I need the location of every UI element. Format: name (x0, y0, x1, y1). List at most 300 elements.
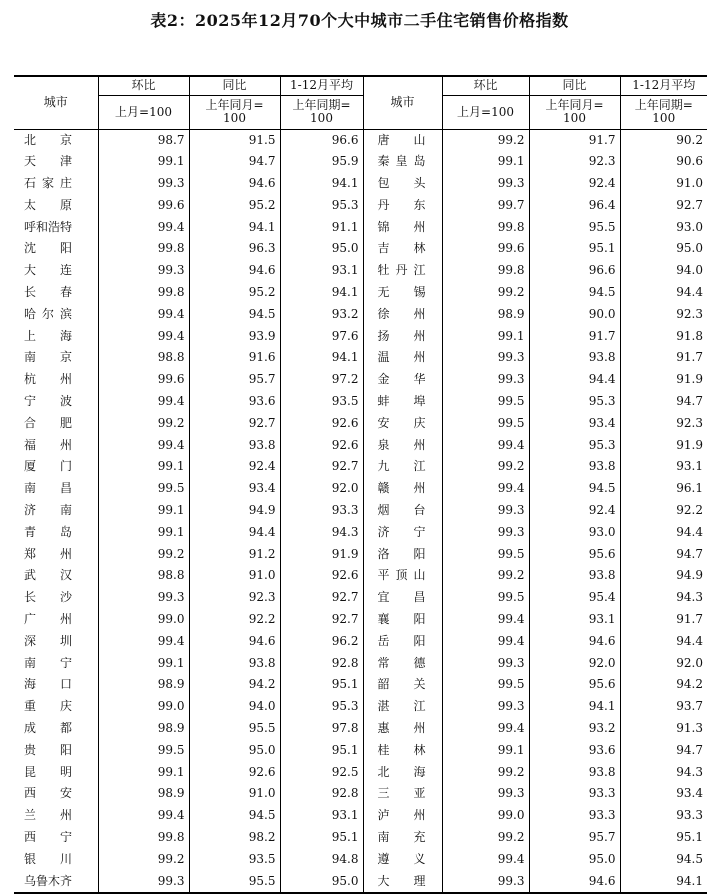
mom-cell-right: 99.4 (442, 435, 529, 457)
city-cell-right (363, 217, 442, 239)
mom-cell-left: 99.5 (98, 478, 189, 500)
yoy-cell-right: 96.4 (529, 195, 620, 217)
table-row (14, 260, 707, 282)
city-name: 南 宁 (24, 655, 72, 670)
city-cell-right (363, 783, 442, 805)
yoy-cell-right: 95.3 (529, 391, 620, 413)
yoy-cell-left: 92.2 (189, 609, 280, 631)
mom-cell-right: 99.5 (442, 544, 529, 566)
avg-cell-left: 92.6 (280, 435, 363, 457)
yoy-cell-left: 95.5 (189, 718, 280, 740)
city-cell-left (14, 849, 98, 871)
yoy-cell-left: 91.5 (189, 129, 280, 151)
city-name: 蚌 埠 (377, 394, 426, 409)
mom-cell-left: 99.4 (98, 391, 189, 413)
city-cell-left (14, 827, 98, 849)
city-name: 西 安 (24, 786, 72, 801)
mom-cell-left: 99.2 (98, 413, 189, 435)
mom-cell-right: 99.2 (442, 762, 529, 784)
mom-cell-left: 99.0 (98, 609, 189, 631)
avg-cell-right: 91.7 (620, 609, 707, 631)
avg-cell-left: 93.5 (280, 391, 363, 413)
avg-cell-left: 92.5 (280, 762, 363, 784)
city-name: 济 宁 (377, 524, 426, 539)
avg-cell-left: 95.0 (280, 871, 363, 894)
mom-cell-left: 98.7 (98, 129, 189, 151)
city-cell-left (14, 413, 98, 435)
mom-cell-right: 99.2 (442, 827, 529, 849)
city-cell-right (363, 260, 442, 282)
city-name: 唐 山 (377, 132, 426, 147)
city-name: 合 肥 (24, 415, 72, 430)
avg-cell-right: 94.4 (620, 631, 707, 653)
city-cell-left (14, 129, 98, 151)
city-name: 重 庆 (24, 699, 72, 714)
city-cell-left (14, 435, 98, 457)
mom-subheader-left: 上月=100 (98, 95, 189, 129)
city-name: 昆 明 (24, 764, 72, 779)
mom-cell-left: 99.8 (98, 282, 189, 304)
avg-cell-right: 94.9 (620, 565, 707, 587)
yoy-cell-right: 95.4 (529, 587, 620, 609)
yoy-subheader-right (529, 95, 620, 129)
city-name: 武 汉 (24, 568, 72, 583)
city-cell-right (363, 544, 442, 566)
mom-cell-left: 99.1 (98, 151, 189, 173)
yoy-cell-left: 92.6 (189, 762, 280, 784)
city-name: 三 亚 (377, 786, 426, 801)
city-name: 平 顶 山 (377, 568, 426, 583)
avg-cell-right: 95.0 (620, 238, 707, 260)
yoy-cell-right: 93.6 (529, 740, 620, 762)
yoy-cell-right: 92.3 (529, 151, 620, 173)
avg-cell-left: 92.7 (280, 587, 363, 609)
table-row (14, 740, 707, 762)
table-title: 表2：2025年12月70个大中城市二手住宅销售价格指数 (150, 11, 569, 30)
avg-cell-right: 94.7 (620, 740, 707, 762)
table-row (14, 217, 707, 239)
avg-cell-left: 96.6 (280, 129, 363, 151)
city-name: 大 连 (24, 263, 72, 278)
city-name: 杭 州 (24, 372, 72, 387)
city-cell-left (14, 653, 98, 675)
yoy-cell-left: 94.0 (189, 696, 280, 718)
table-row (14, 326, 707, 348)
city-name: 兰 州 (24, 808, 72, 823)
mom-cell-right: 99.6 (442, 238, 529, 260)
city-name: 北 海 (377, 764, 426, 779)
avg-cell-right: 92.3 (620, 413, 707, 435)
table-row (14, 347, 707, 369)
yoy-cell-left: 93.8 (189, 435, 280, 457)
city-cell-left (14, 326, 98, 348)
avg-cell-right: 92.7 (620, 195, 707, 217)
city-cell-left (14, 456, 98, 478)
table-row (14, 631, 707, 653)
city-name: 济 南 (24, 503, 72, 518)
city-cell-left (14, 260, 98, 282)
yoy-cell-right: 95.5 (529, 217, 620, 239)
mom-cell-left: 99.5 (98, 740, 189, 762)
city-cell-left (14, 740, 98, 762)
avg-cell-left: 97.2 (280, 369, 363, 391)
avg-cell-left: 94.1 (280, 173, 363, 195)
city-name: 大 理 (377, 873, 426, 888)
yoy-cell-right: 95.0 (529, 849, 620, 871)
yoy-cell-left: 94.5 (189, 805, 280, 827)
city-name: 厦 门 (24, 459, 72, 474)
city-cell-right (363, 435, 442, 457)
city-name: 烟 台 (377, 503, 426, 518)
city-cell-right (363, 762, 442, 784)
city-name: 贵 阳 (24, 742, 72, 757)
city-cell-right (363, 631, 442, 653)
table-row (14, 435, 707, 457)
avg-cell-right: 93.1 (620, 456, 707, 478)
avg-cell-left: 92.8 (280, 783, 363, 805)
mom-cell-right: 99.5 (442, 587, 529, 609)
table-row (14, 195, 707, 217)
avg-cell-right: 94.3 (620, 587, 707, 609)
avg-cell-left: 92.0 (280, 478, 363, 500)
city-cell-left (14, 718, 98, 740)
table-row (14, 282, 707, 304)
avg-subheader-left-text: 上年同期=100 (292, 98, 351, 125)
avg-cell-left: 95.0 (280, 238, 363, 260)
city-name: 洛 阳 (377, 546, 426, 561)
yoy-cell-right: 95.1 (529, 238, 620, 260)
yoy-cell-right: 93.8 (529, 347, 620, 369)
yoy-cell-right: 91.7 (529, 326, 620, 348)
city-name: 湛 江 (377, 699, 426, 714)
city-name: 呼和浩特 (24, 219, 73, 234)
avg-cell-right: 92.3 (620, 304, 707, 326)
mom-cell-right: 99.8 (442, 217, 529, 239)
mom-cell-right: 99.3 (442, 653, 529, 675)
yoy-cell-left: 93.5 (189, 849, 280, 871)
city-cell-right (363, 478, 442, 500)
city-name: 金 华 (377, 372, 426, 387)
mom-cell-right: 99.7 (442, 195, 529, 217)
yoy-cell-right: 92.4 (529, 173, 620, 195)
city-cell-left (14, 783, 98, 805)
city-name: 桂 林 (377, 742, 426, 757)
city-cell-right (363, 195, 442, 217)
city-cell-right (363, 696, 442, 718)
avg-cell-left: 92.6 (280, 565, 363, 587)
city-cell-left (14, 347, 98, 369)
mom-cell-right: 99.0 (442, 805, 529, 827)
avg-cell-right: 94.4 (620, 282, 707, 304)
city-cell-left (14, 500, 98, 522)
yoy-cell-right: 96.6 (529, 260, 620, 282)
city-cell-right (363, 238, 442, 260)
yoy-cell-left: 93.9 (189, 326, 280, 348)
mom-cell-right: 99.2 (442, 565, 529, 587)
mom-cell-left: 99.3 (98, 871, 189, 894)
mom-cell-right: 99.3 (442, 500, 529, 522)
city-name: 赣 州 (377, 481, 426, 496)
city-cell-right (363, 456, 442, 478)
mom-cell-right: 99.4 (442, 718, 529, 740)
avg-cell-left: 91.9 (280, 544, 363, 566)
mom-cell-left: 99.4 (98, 435, 189, 457)
city-name: 太 原 (24, 197, 72, 212)
city-name: 哈 尔 滨 (24, 306, 72, 321)
city-cell-right (363, 282, 442, 304)
yoy-cell-left: 95.7 (189, 369, 280, 391)
city-name: 银 川 (24, 851, 72, 866)
table-row (14, 478, 707, 500)
city-name: 韶 关 (377, 677, 426, 692)
mom-cell-left: 98.8 (98, 565, 189, 587)
city-cell-left (14, 587, 98, 609)
city-cell-left (14, 369, 98, 391)
yoy-cell-right: 94.1 (529, 696, 620, 718)
avg-cell-right: 94.1 (620, 871, 707, 894)
city-cell-right (363, 173, 442, 195)
mom-cell-right: 99.5 (442, 413, 529, 435)
city-name: 宜 昌 (377, 590, 426, 605)
mom-cell-right: 99.1 (442, 740, 529, 762)
city-name: 上 海 (24, 328, 72, 343)
city-cell-left (14, 565, 98, 587)
city-cell-left (14, 304, 98, 326)
yoy-cell-left: 94.9 (189, 500, 280, 522)
mom-cell-left: 99.3 (98, 587, 189, 609)
avg-cell-left: 94.8 (280, 849, 363, 871)
city-cell-right (363, 871, 442, 894)
mom-cell-left: 99.1 (98, 653, 189, 675)
avg-cell-left: 92.7 (280, 609, 363, 631)
avg-cell-right: 94.2 (620, 674, 707, 696)
avg-cell-left: 94.1 (280, 282, 363, 304)
avg-cell-right: 92.0 (620, 653, 707, 675)
city-cell-right (363, 805, 442, 827)
city-name: 丹 东 (377, 197, 426, 212)
avg-cell-left: 95.1 (280, 674, 363, 696)
city-name: 包 头 (377, 176, 426, 191)
city-name: 徐 州 (377, 306, 426, 321)
city-name: 安 庆 (377, 415, 426, 430)
avg-cell-right: 93.7 (620, 696, 707, 718)
mom-cell-left: 99.1 (98, 522, 189, 544)
city-cell-right (363, 849, 442, 871)
city-cell-left (14, 522, 98, 544)
avg-cell-left: 96.2 (280, 631, 363, 653)
yoy-cell-right: 94.6 (529, 871, 620, 894)
mom-cell-left: 99.1 (98, 762, 189, 784)
mom-cell-right: 99.8 (442, 260, 529, 282)
city-name: 青 岛 (24, 524, 72, 539)
mom-cell-right: 99.5 (442, 674, 529, 696)
mom-cell-left: 99.1 (98, 456, 189, 478)
yoy-cell-left: 95.5 (189, 871, 280, 894)
yoy-cell-right: 94.5 (529, 478, 620, 500)
mom-cell-right: 99.2 (442, 282, 529, 304)
table-row (14, 827, 707, 849)
yoy-cell-left: 96.3 (189, 238, 280, 260)
yoy-cell-left: 92.4 (189, 456, 280, 478)
city-name: 宁 波 (24, 394, 72, 409)
mom-cell-left: 99.4 (98, 631, 189, 653)
table-row (14, 718, 707, 740)
avg-cell-right: 93.4 (620, 783, 707, 805)
mom-header-left: 环比 (98, 76, 189, 95)
city-name: 惠 州 (377, 721, 426, 736)
city-cell-right (363, 304, 442, 326)
city-cell-right (363, 653, 442, 675)
city-cell-right (363, 740, 442, 762)
city-name: 深 圳 (24, 633, 72, 648)
avg-cell-right: 90.6 (620, 151, 707, 173)
mom-cell-left: 99.4 (98, 326, 189, 348)
city-cell-right (363, 565, 442, 587)
table-row (14, 762, 707, 784)
city-cell-right (363, 718, 442, 740)
city-name: 郑 州 (24, 546, 72, 561)
table-row (14, 413, 707, 435)
mom-cell-right: 98.9 (442, 304, 529, 326)
city-name: 锦 州 (377, 219, 426, 234)
yoy-cell-left: 93.6 (189, 391, 280, 413)
avg-cell-left: 93.3 (280, 500, 363, 522)
avg-header-left: 1-12月平均 (280, 76, 363, 95)
table-row (14, 391, 707, 413)
city-cell-right (363, 827, 442, 849)
mom-cell-left: 98.9 (98, 674, 189, 696)
city-cell-left (14, 151, 98, 173)
yoy-subheader-right-text: 上年同月=100 (545, 98, 604, 125)
mom-cell-right: 99.4 (442, 849, 529, 871)
city-cell-left (14, 544, 98, 566)
table-row (14, 173, 707, 195)
avg-cell-right: 91.3 (620, 718, 707, 740)
city-cell-left (14, 282, 98, 304)
city-name: 海 口 (24, 677, 72, 692)
avg-cell-left: 95.9 (280, 151, 363, 173)
city-name: 成 都 (24, 721, 72, 736)
avg-cell-right: 93.0 (620, 217, 707, 239)
yoy-subheader-left (189, 95, 280, 129)
yoy-header-left: 同比 (189, 76, 280, 95)
yoy-cell-left: 91.6 (189, 347, 280, 369)
avg-cell-right: 94.5 (620, 849, 707, 871)
mom-cell-left: 99.4 (98, 304, 189, 326)
city-cell-right (363, 151, 442, 173)
city-name: 常 德 (377, 655, 426, 670)
city-name: 南 京 (24, 350, 72, 365)
mom-cell-right: 99.3 (442, 696, 529, 718)
table-row (14, 783, 707, 805)
city-name: 福 州 (24, 437, 72, 452)
mom-cell-right: 99.3 (442, 369, 529, 391)
avg-subheader-right-text: 上年同期=100 (634, 98, 693, 125)
table-row (14, 805, 707, 827)
city-name: 无 锡 (377, 285, 426, 300)
city-name: 扬 州 (377, 328, 426, 343)
city-cell-left (14, 609, 98, 631)
header-row-1 (14, 76, 707, 95)
avg-cell-right: 94.7 (620, 391, 707, 413)
yoy-cell-right: 94.6 (529, 631, 620, 653)
city-cell-left (14, 631, 98, 653)
city-name: 九 江 (377, 459, 426, 474)
avg-cell-right: 94.7 (620, 544, 707, 566)
avg-cell-left: 92.8 (280, 653, 363, 675)
yoy-cell-left: 98.2 (189, 827, 280, 849)
city-name: 泸 州 (377, 808, 426, 823)
table-row (14, 456, 707, 478)
yoy-cell-left: 95.0 (189, 740, 280, 762)
city-name: 西 宁 (24, 830, 72, 844)
yoy-cell-left: 92.7 (189, 413, 280, 435)
city-cell-left (14, 195, 98, 217)
mom-cell-right: 99.3 (442, 783, 529, 805)
avg-cell-left: 92.7 (280, 456, 363, 478)
city-header-right: 城市 (363, 76, 442, 129)
table-row (14, 849, 707, 871)
avg-cell-left: 91.1 (280, 217, 363, 239)
mom-cell-left: 99.4 (98, 805, 189, 827)
mom-cell-right: 99.1 (442, 326, 529, 348)
city-cell-right (363, 129, 442, 151)
yoy-cell-right: 95.3 (529, 435, 620, 457)
avg-cell-left: 97.6 (280, 326, 363, 348)
avg-cell-right: 91.9 (620, 369, 707, 391)
city-name: 石 家 庄 (24, 176, 72, 191)
city-name: 乌鲁木齐 (24, 873, 73, 888)
avg-cell-right: 91.7 (620, 347, 707, 369)
city-cell-right (363, 500, 442, 522)
avg-cell-left: 95.3 (280, 696, 363, 718)
mom-cell-left: 99.3 (98, 173, 189, 195)
mom-subheader-right: 上月=100 (442, 95, 529, 129)
mom-cell-left: 99.8 (98, 827, 189, 849)
city-cell-left (14, 674, 98, 696)
yoy-cell-left: 93.4 (189, 478, 280, 500)
mom-cell-left: 99.3 (98, 260, 189, 282)
yoy-cell-right: 92.4 (529, 500, 620, 522)
mom-cell-right: 99.4 (442, 478, 529, 500)
yoy-cell-left: 94.1 (189, 217, 280, 239)
yoy-cell-right: 93.2 (529, 718, 620, 740)
yoy-cell-left: 91.2 (189, 544, 280, 566)
avg-cell-left: 95.1 (280, 740, 363, 762)
mom-cell-left: 98.9 (98, 718, 189, 740)
yoy-cell-left: 95.2 (189, 282, 280, 304)
table-row (14, 500, 707, 522)
avg-cell-left: 94.3 (280, 522, 363, 544)
avg-cell-right: 94.4 (620, 522, 707, 544)
city-name: 南 充 (377, 830, 426, 844)
city-cell-right (363, 674, 442, 696)
avg-cell-left: 97.8 (280, 718, 363, 740)
table-row (14, 151, 707, 173)
avg-cell-right: 91.8 (620, 326, 707, 348)
mom-cell-left: 98.9 (98, 783, 189, 805)
yoy-cell-left: 94.7 (189, 151, 280, 173)
avg-cell-left: 92.6 (280, 413, 363, 435)
yoy-cell-left: 94.4 (189, 522, 280, 544)
yoy-cell-right: 93.8 (529, 762, 620, 784)
table-row (14, 522, 707, 544)
table-row (14, 544, 707, 566)
city-name: 秦 皇 岛 (377, 154, 426, 169)
table-row (14, 238, 707, 260)
avg-cell-left: 93.1 (280, 805, 363, 827)
city-cell-left (14, 217, 98, 239)
